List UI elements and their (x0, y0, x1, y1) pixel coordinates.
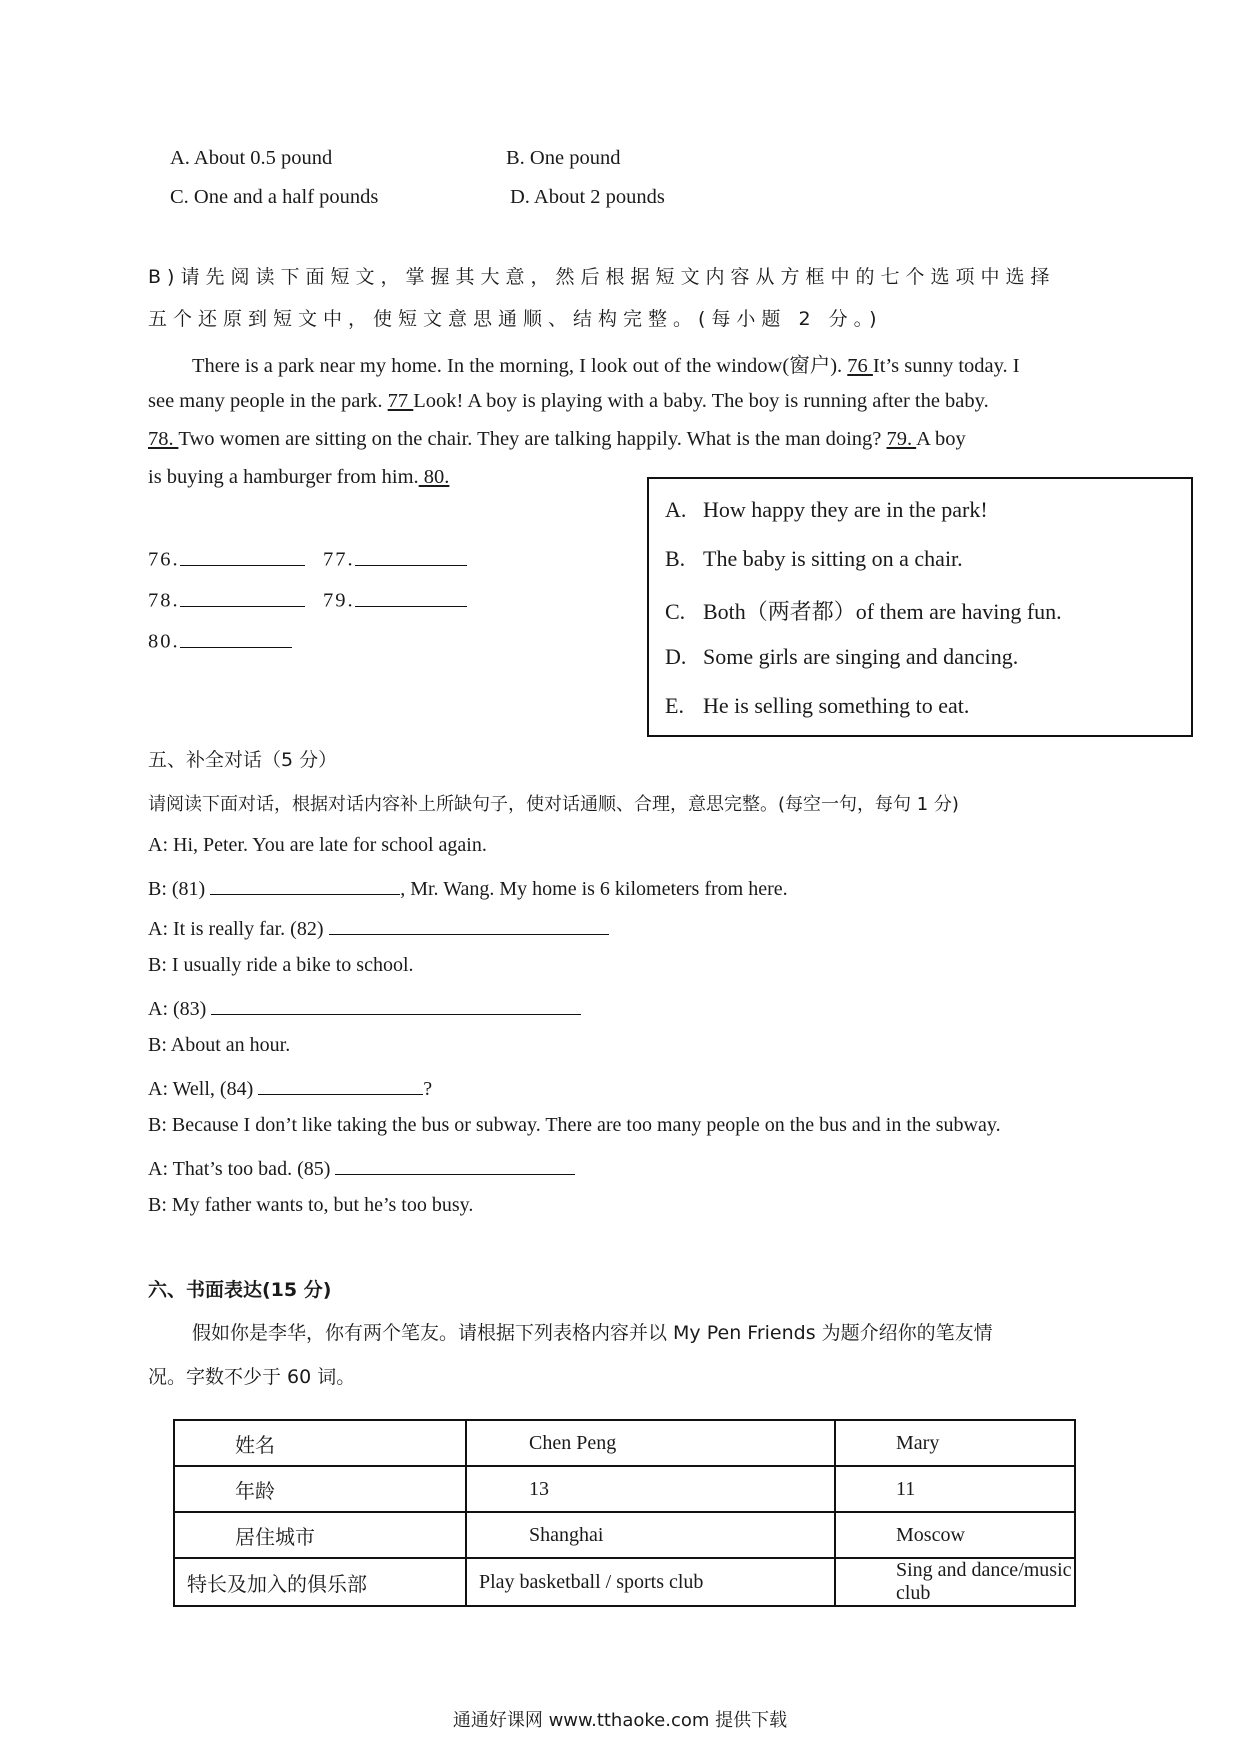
q75-option-b: B. One pound (506, 147, 621, 169)
dialogue-text: A: Well, (84) (148, 1078, 259, 1100)
blank-76: 76 (847, 355, 873, 377)
option-letter: A. (665, 497, 687, 522)
dialogue-line: B: About an hour. (148, 1034, 291, 1056)
option-a (665, 497, 988, 523)
dialogue-line-83 (148, 994, 581, 1021)
passage-line-3 (148, 428, 966, 451)
table-cell: Chen Peng (466, 1420, 835, 1466)
passage-text: Two women are sitting on the chair. They are talking happily. What is the man doing? (178, 428, 887, 450)
answer-label: 80. (148, 630, 180, 653)
table-cell: Moscow (835, 1512, 1075, 1558)
table-cell: 13 (466, 1466, 835, 1512)
answer-blank[interactable] (180, 585, 305, 607)
passage-text: There is a park near my home. In the morning, I look out of the window(窗户). (192, 355, 848, 377)
dialogue-line: B: I usually ride a bike to school. (148, 954, 414, 976)
option-letter: C. (665, 599, 686, 624)
table-cell: 年龄 (174, 1466, 466, 1512)
q75-option-c: C. One and a half pounds (170, 186, 379, 208)
dialogue-text: A: That’s too bad. (85) (148, 1158, 336, 1180)
dialogue-text: ? (423, 1078, 433, 1100)
option-b (665, 546, 963, 572)
blank-80: 80. (418, 466, 450, 488)
blank-79: 79. (886, 428, 917, 450)
section-b-instruction-line2: 五个还原到短文中，使短文意思通顺、结构完整。(每小题 2 分。) (148, 308, 883, 330)
blank-78: 78. (148, 428, 179, 450)
option-text: Some girls are singing and dancing. (703, 644, 1019, 669)
answer-blank[interactable] (180, 626, 292, 648)
dialogue-line: B: Because I don’t like taking the bus or subway. There are too many people on the bus and in the subway. (148, 1114, 1001, 1136)
section6-prompt-line1: 假如你是李华，你有两个笔友。请根据下列表格内容并以 My Pen Friends 为题介绍你的笔友情 (192, 1322, 993, 1344)
blank-83[interactable] (211, 994, 581, 1015)
answer-blank[interactable] (180, 544, 305, 566)
table-cell: 11 (835, 1466, 1075, 1512)
answer-76 (148, 544, 305, 572)
passage-text: is buying a hamburger from him. (148, 466, 419, 488)
section6-prompt-line2: 况。字数不少于 60 词。 (148, 1366, 356, 1388)
blank-85[interactable] (335, 1154, 575, 1175)
options-box (647, 477, 1193, 737)
table-cell: 特长及加入的俱乐部 (174, 1558, 466, 1606)
answer-label: 78. (148, 589, 180, 612)
table-cell: Shanghai (466, 1512, 835, 1558)
option-text: He is selling something to eat. (703, 693, 970, 718)
pen-friends-table (173, 1419, 1076, 1607)
blank-77: 77 (387, 390, 414, 412)
table-row (174, 1512, 1075, 1558)
section6-title: 六、书面表达(15 分) (148, 1279, 332, 1301)
option-letter: E. (665, 693, 684, 718)
answer-label: 76. (148, 548, 180, 571)
section5-title: 五、补全对话（5 分） (148, 749, 338, 771)
page-footer: 通通好课网 www.tthaoke.com 提供下载 (452, 1710, 788, 1731)
answer-77 (323, 544, 467, 572)
dialogue-text: , Mr. Wang. My home is 6 kilometers from here. (400, 878, 788, 900)
blank-84[interactable] (258, 1074, 423, 1095)
passage-text: It’s sunny today. I (872, 355, 1020, 377)
passage-line-1 (192, 348, 1020, 378)
table-cell: 姓名 (174, 1420, 466, 1466)
option-d (665, 644, 1018, 670)
option-letter: B. (665, 546, 686, 571)
answer-blank[interactable] (355, 585, 467, 607)
dialogue-line-85 (148, 1154, 575, 1181)
passage-line-2 (148, 390, 989, 413)
dialogue-line-81 (148, 874, 788, 901)
table-cell: Mary (835, 1420, 1075, 1466)
passage-text: see many people in the park. (148, 390, 388, 412)
answer-79 (323, 585, 467, 613)
answer-78 (148, 585, 305, 613)
passage-line-4 (148, 466, 449, 489)
dialogue-line: A: Hi, Peter. You are late for school again. (148, 834, 487, 856)
option-text: The baby is sitting on a chair. (703, 546, 963, 571)
dialogue-line: B: My father wants to, but he’s too busy. (148, 1194, 474, 1216)
passage-text: A boy (916, 428, 966, 450)
section-b-instruction-line1: B)请先阅读下面短文，掌握其大意，然后根据短文内容从方框中的七个选项中选择 (148, 266, 1056, 288)
table-row (174, 1420, 1075, 1466)
option-text: Both（两者都）of them are having fun. (703, 599, 1062, 624)
answer-label: 79. (323, 589, 355, 612)
option-letter: D. (665, 644, 687, 669)
table-cell: Play basketball / sports club (466, 1558, 835, 1606)
table-cell: Sing and dance/music club (835, 1558, 1075, 1606)
answer-label: 77. (323, 548, 355, 571)
passage-text: Look! A boy is playing with a baby. The boy is running after the baby. (413, 390, 989, 412)
dialogue-text: B: (81) (148, 878, 211, 900)
blank-82[interactable] (329, 914, 609, 935)
dialogue-line-84 (148, 1074, 432, 1101)
table-row (174, 1466, 1075, 1512)
answer-80 (148, 626, 292, 654)
q75-option-a: A. About 0.5 pound (170, 147, 333, 169)
blank-81[interactable] (210, 874, 400, 895)
option-e (665, 693, 969, 719)
q75-option-d: D. About 2 pounds (510, 186, 665, 208)
section5-instruction: 请阅读下面对话，根据对话内容补上所缺句子，使对话通顺、合理，意思完整。(每空一句，每句 1 分) (148, 794, 959, 815)
dialogue-text: A: It is really far. (82) (148, 918, 329, 940)
option-text: How happy they are in the park! (703, 497, 988, 522)
dialogue-line-82 (148, 914, 609, 941)
dialogue-text: A: (83) (148, 998, 212, 1020)
table-row (174, 1558, 1075, 1606)
table-cell: 居住城市 (174, 1512, 466, 1558)
answer-blank[interactable] (355, 544, 467, 566)
option-c (665, 595, 1062, 626)
